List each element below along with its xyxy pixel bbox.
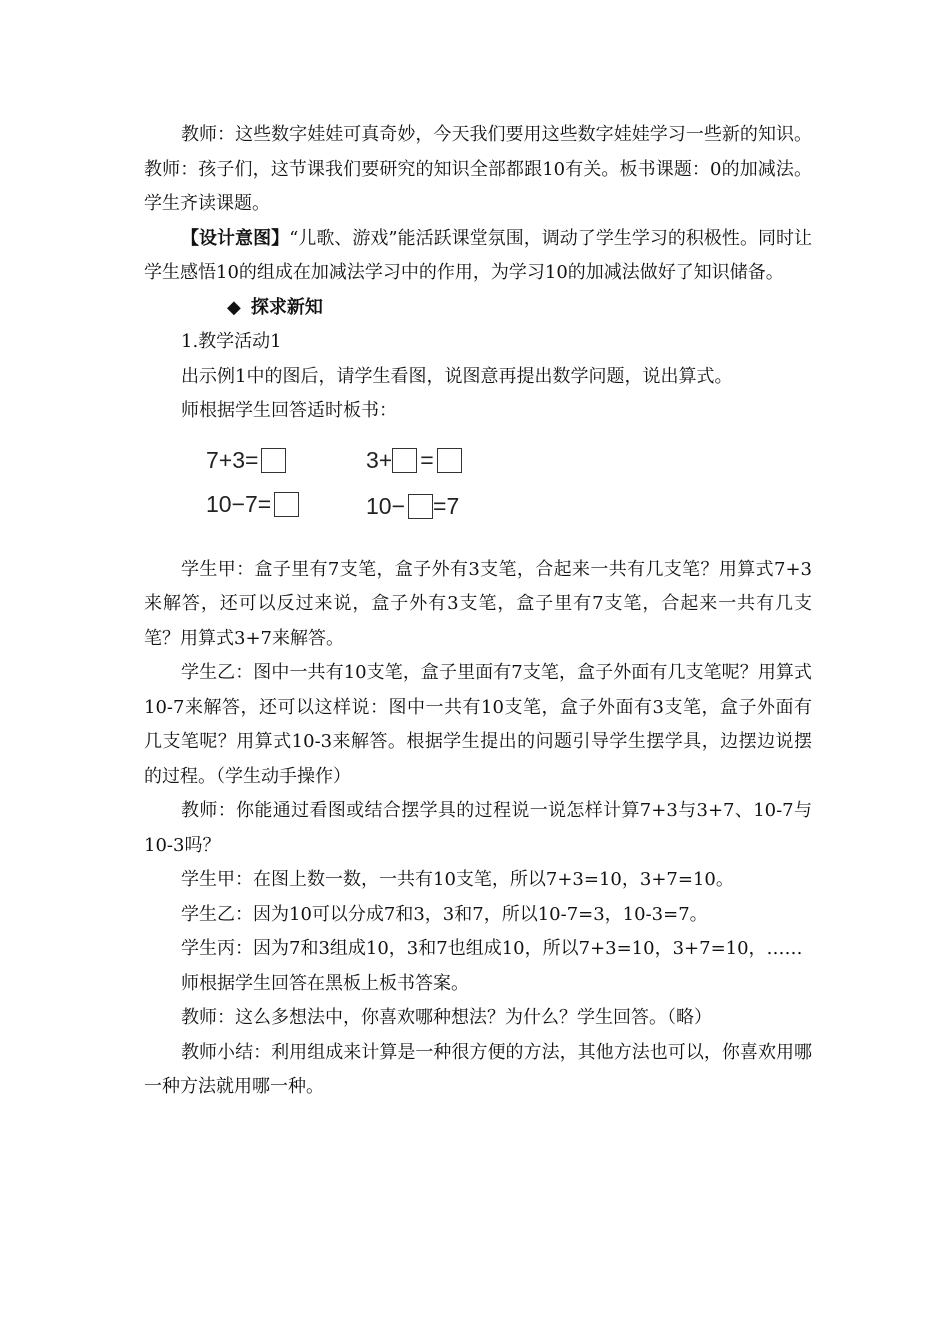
dialogue-line: 学生乙：图中一共有10支笔，盒子里面有7支笔，盒子外面有几支笔呢？用算式10-7来解答，还可以这样说：图中一共有10支笔，盒子外面有3支笔，盒子外面有几支笔呢？用算式10-3来解答。根据学生提出的问题引导学生摆学具，边摆边说摆的过程。（学生动手操作） [144,662,812,787]
design-intent-text: “儿歌、游戏”能活跃课堂氛围，调动了学生学习的积极性。同时让学生感悟10的组成在加减法学习中的作用，为学习10的加减法做好了知识储备。 [144,227,813,283]
dialogue-line: 学生甲：盒子里有7支笔，盒子外有3支笔，合起来一共有几支笔？用算式7+3来解答，还可以反过来说，盒子外有3支笔，盒子里有7支笔，合起来一共有几支笔？用算式3+7来解答。 [144,558,812,649]
document-page [144,118,812,1105]
dialogue-line: 教师：你能通过看图或结合摆学具的过程说一说怎样计算7+3与3+7、10-7与10-3吗？ [144,800,812,856]
formula-text: =7 [433,492,460,519]
dialogue-line: 学生丙：因为7和3组成10，3和7也组成10，所以7+3=10，3+7=10，…… [181,938,803,959]
activity-title: 1.教学活动1 [181,331,282,352]
formula-10-minus-blank [366,493,459,520]
formula-text: 10−7= [206,490,272,517]
design-intent-label: 【设计意图】 [181,227,290,249]
formula-text: 3+ [366,446,393,473]
dialogue-line: 教师：这么多想法中，你喜欢哪种想法？为什么？学生回答。（略） [181,1007,712,1028]
intro-line: 出示例1中的图后，请学生看图，说图意再提出数学问题，说出算式。 [181,365,733,387]
formula-text: 7+3= [206,446,259,473]
formula-text: = [420,446,434,473]
dialogue-line: 学生甲：在图上数一数，一共有10支笔，所以7+3=10，3+7=10。 [181,869,734,890]
formula-text: 10− [366,492,406,519]
answer-box [274,492,299,517]
answer-box [392,448,417,473]
paragraph-teacher-intro: 教师：这些数字娃娃可真奇妙，今天我们要用这些数字娃娃学习一些新的知识。教师：孩子们，这节课我们要研究的知识全部都跟10有关。板书课题：0的加减法。学生齐读课题。 [144,124,812,214]
formula-3-plus-blank [366,447,462,474]
intro-line: 师根据学生回答适时板书： [181,400,397,421]
formula-figure [144,443,812,535]
section-heading [144,291,812,326]
diamond-bullet-icon: ◆ [227,296,241,318]
section-title: 探求新知 [250,296,323,318]
answer-box [408,494,433,519]
paragraph-design-intent [144,222,812,291]
formula-7-plus-3 [206,447,286,474]
answer-box [261,448,286,473]
dialogue-line: 教师小结：利用组成来计算是一种很方便的方法，其他方法也可以，你喜欢用哪一种方法就用哪一种。 [144,1041,812,1097]
answer-box [437,448,462,473]
formula-10-minus-7 [206,491,299,518]
dialogue-line: 学生乙：因为10可以分成7和3，3和7，所以10-7=3，10-3=7。 [181,903,708,925]
dialogue-line: 师根据学生回答在黑板上板书答案。 [181,972,469,994]
